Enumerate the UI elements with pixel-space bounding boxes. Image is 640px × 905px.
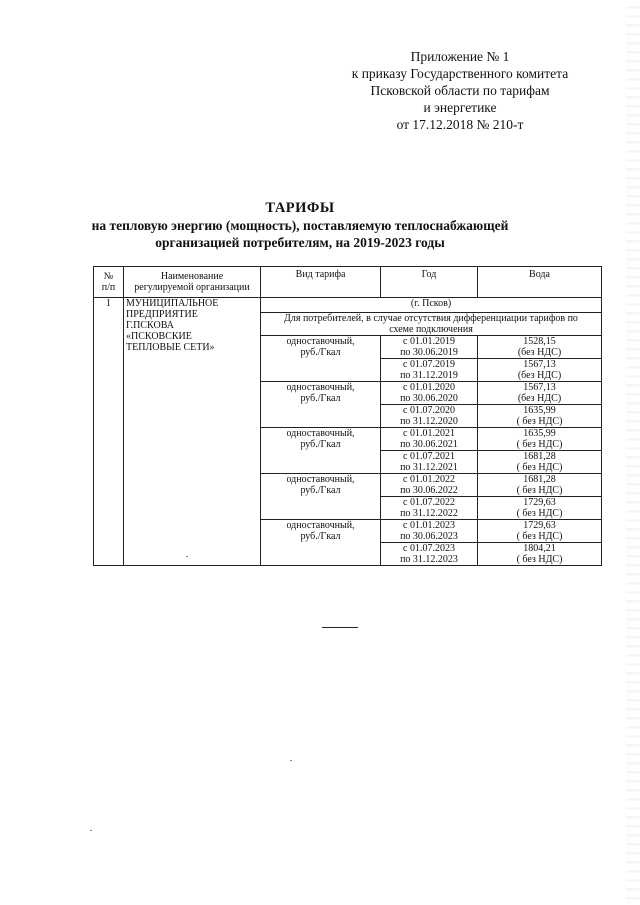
title-main: ТАРИФЫ (265, 200, 335, 216)
period: с 01.07.2020 по 31.12.2020 (381, 405, 478, 428)
title-line: организацией потребителям, на 2019-2023 годы (155, 235, 445, 250)
approval-stamp-text (310, 48, 610, 133)
scan-speck (186, 556, 188, 557)
period: с 01.07.2022 по 31.12.2022 (381, 497, 478, 520)
tariff-table (93, 266, 602, 566)
city-cell: (г. Псков) (261, 298, 602, 313)
scan-speck (90, 830, 92, 831)
footer-separator-line (322, 627, 358, 628)
header-organization: Наименование регулируемой организации (124, 267, 261, 298)
title-line: на тепловую энергию (мощность), поставляемую теплоснабжающей (91, 218, 509, 233)
header-number: № п/п (94, 267, 124, 298)
row-number: 1 (94, 298, 124, 566)
header-year: Год (381, 267, 478, 298)
tariff-value: 1729,63 ( без НДС) (478, 497, 602, 520)
period: с 01.01.2023 по 30.06.2023 (381, 520, 478, 543)
tariff-value: 1681,28 ( без НДС) (478, 451, 602, 474)
period: с 01.07.2021 по 31.12.2021 (381, 451, 478, 474)
approval-line: к приказу Государственного комитета (351, 66, 569, 81)
header-tariff-kind: Вид тарифа (261, 267, 381, 298)
period: с 01.01.2021 по 30.06.2021 (381, 428, 478, 451)
tariff-value: 1567,13 (без НДС) (478, 382, 602, 405)
tariff-kind: одноставочный, руб./Гкал (261, 336, 381, 382)
period: с 01.01.2020 по 30.06.2020 (381, 382, 478, 405)
document-title (90, 200, 510, 251)
tariff-value: 1635,99 ( без НДС) (478, 428, 602, 451)
period: с 01.07.2019 по 31.12.2019 (381, 359, 478, 382)
tariff-value: 1729,63 ( без НДС) (478, 520, 602, 543)
period: с 01.07.2023 по 31.12.2023 (381, 543, 478, 566)
scan-edge-noise (626, 0, 640, 905)
period: с 01.01.2022 по 30.06.2022 (381, 474, 478, 497)
scan-speck (290, 760, 292, 761)
tariff-value: 1804,21 ( без НДС) (478, 543, 602, 566)
tariff-value: 1567,13 (без НДС) (478, 359, 602, 382)
tariff-kind: одноставочный, руб./Гкал (261, 474, 381, 520)
approval-line: Приложение № 1 (410, 49, 510, 64)
approval-line: от 17.12.2018 № 210-т (396, 117, 524, 132)
header-water: Вода (478, 267, 602, 298)
table-row (94, 298, 602, 313)
period: с 01.01.2019 по 30.06.2019 (381, 336, 478, 359)
tariff-value: 1635,99 ( без НДС) (478, 405, 602, 428)
organization-name: МУНИЦИПАЛЬНОЕ ПРЕДПРИЯТИЕ Г.ПСКОВА «ПСКОВСКИЕ ТЕПЛОВЫЕ СЕТИ» (124, 298, 261, 566)
tariff-kind: одноставочный, руб./Гкал (261, 382, 381, 428)
approval-line: и энергетике (423, 100, 497, 115)
tariff-kind: одноставочный, руб./Гкал (261, 428, 381, 474)
tariff-value: 1681,28 ( без НДС) (478, 474, 602, 497)
tariff-kind: одноставочный, руб./Гкал (261, 520, 381, 566)
consumer-note: Для потребителей, в случае отсутствия дифференциации тарифов по схеме подключения (261, 313, 602, 336)
tariff-value: 1528,15 (без НДС) (478, 336, 602, 359)
approval-line: Псковской области по тарифам (370, 83, 550, 98)
table-header-row (94, 267, 602, 298)
